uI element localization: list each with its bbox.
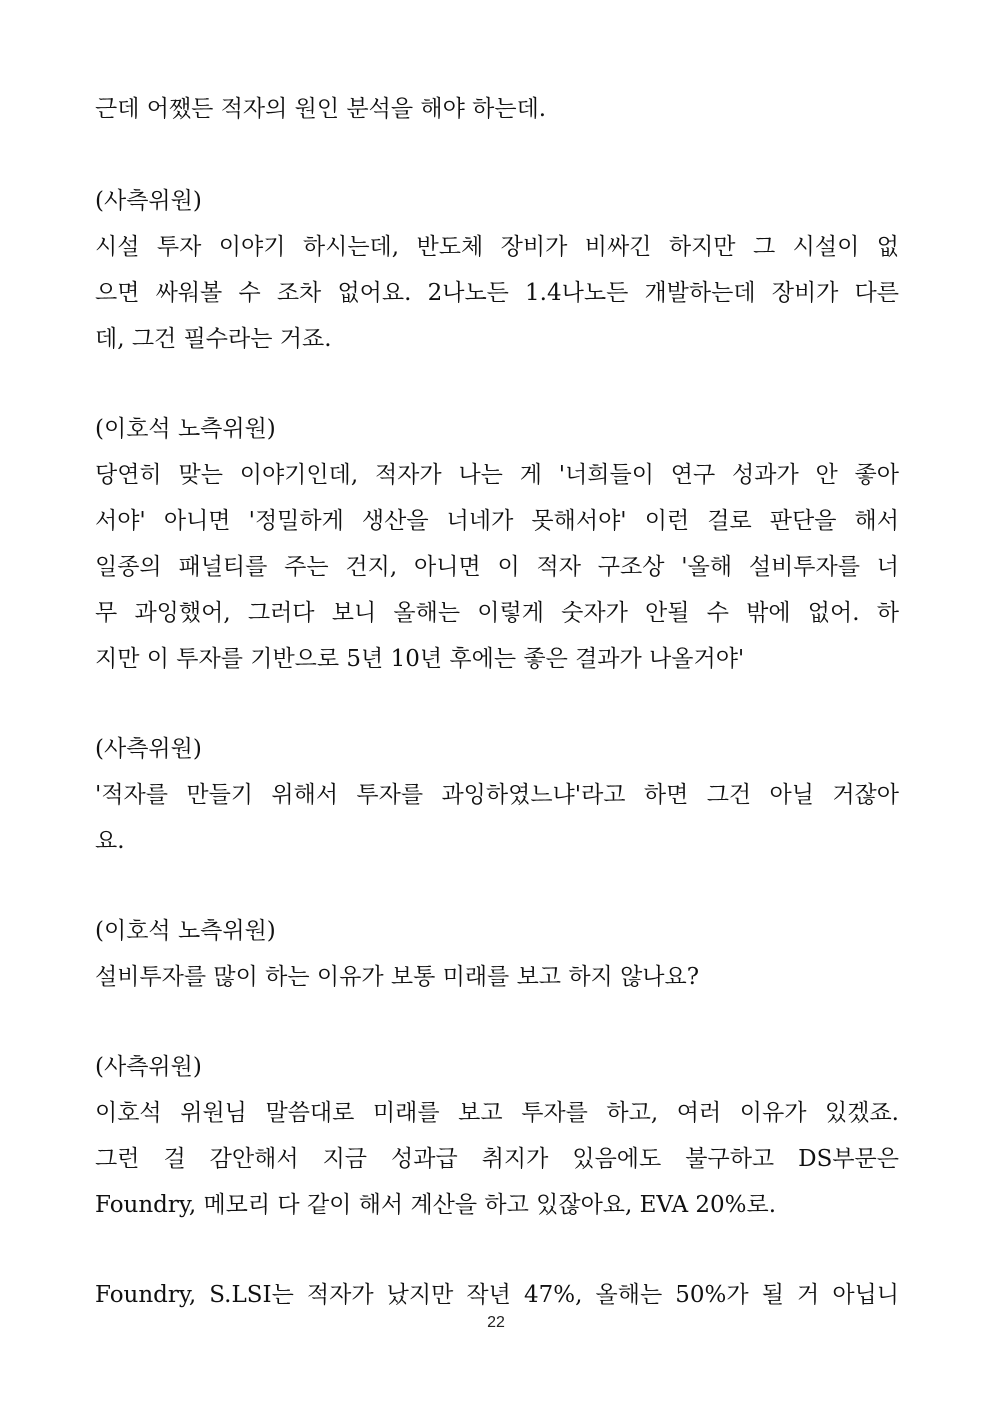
text-line: 당연히 맞는 이야기인데, 적자가 나는 게 '너희들이 연구 성과가 안 좋아 <box>95 462 899 488</box>
speaker-label: (사측위원) <box>95 188 202 214</box>
text-line: '적자를 만들기 위해서 투자를 과잉하였느냐'라고 하면 그건 아닐 거잖아 <box>95 782 899 808</box>
speaker-label: (이호석 노측위원) <box>95 918 276 944</box>
text-line: 시설 투자 이야기 하시는데, 반도체 장비가 비싸긴 하지만 그 시설이 없 <box>95 234 899 260</box>
text-line: 그런 걸 감안해서 지금 성과급 취지가 있음에도 불구하고 DS부문은 <box>95 1146 899 1172</box>
text-line: 무 과잉했어, 그러다 보니 올해는 이렇게 숫자가 안될 수 밖에 없어. 하 <box>95 600 899 626</box>
text-line: 이호석 위원님 말씀대로 미래를 보고 투자를 하고, 여러 이유가 있겠죠. <box>95 1100 899 1126</box>
text-line: 서야' 아니면 '정밀하게 생산을 너네가 못해서야' 이런 걸로 판단을 해서 <box>95 508 899 534</box>
page-number: 22 <box>487 1314 505 1331</box>
text-line: 데, 그건 필수라는 거죠. <box>95 326 332 352</box>
text-line: 요. <box>95 828 125 854</box>
speaker-label: (사측위원) <box>95 1054 202 1080</box>
text-line: 일종의 패널티를 주는 건지, 아니면 이 적자 구조상 '올해 설비투자를 너 <box>95 554 899 580</box>
text-line: Foundry, 메모리 다 같이 해서 계산을 하고 있잖아요, EVA 20%로. <box>95 1192 777 1218</box>
text-line: 으면 싸워볼 수 조차 없어요. 2나노든 1.4나노든 개발하는데 장비가 다른 <box>95 280 899 306</box>
text-line: 지만 이 투자를 기반으로 5년 10년 후에는 좋은 결과가 나올거야' <box>95 646 745 672</box>
text-line: Foundry, S.LSI는 적자가 났지만 작년 47%, 올해는 50%가 될 거 아닙니 <box>95 1282 899 1308</box>
speaker-label: (사측위원) <box>95 736 202 762</box>
text-line: 설비투자를 많이 하는 이유가 보통 미래를 보고 하지 않나요? <box>95 964 700 990</box>
speaker-label: (이호석 노측위원) <box>95 416 276 442</box>
text-line: 근데 어쨌든 적자의 원인 분석을 해야 하는데. <box>95 96 547 122</box>
